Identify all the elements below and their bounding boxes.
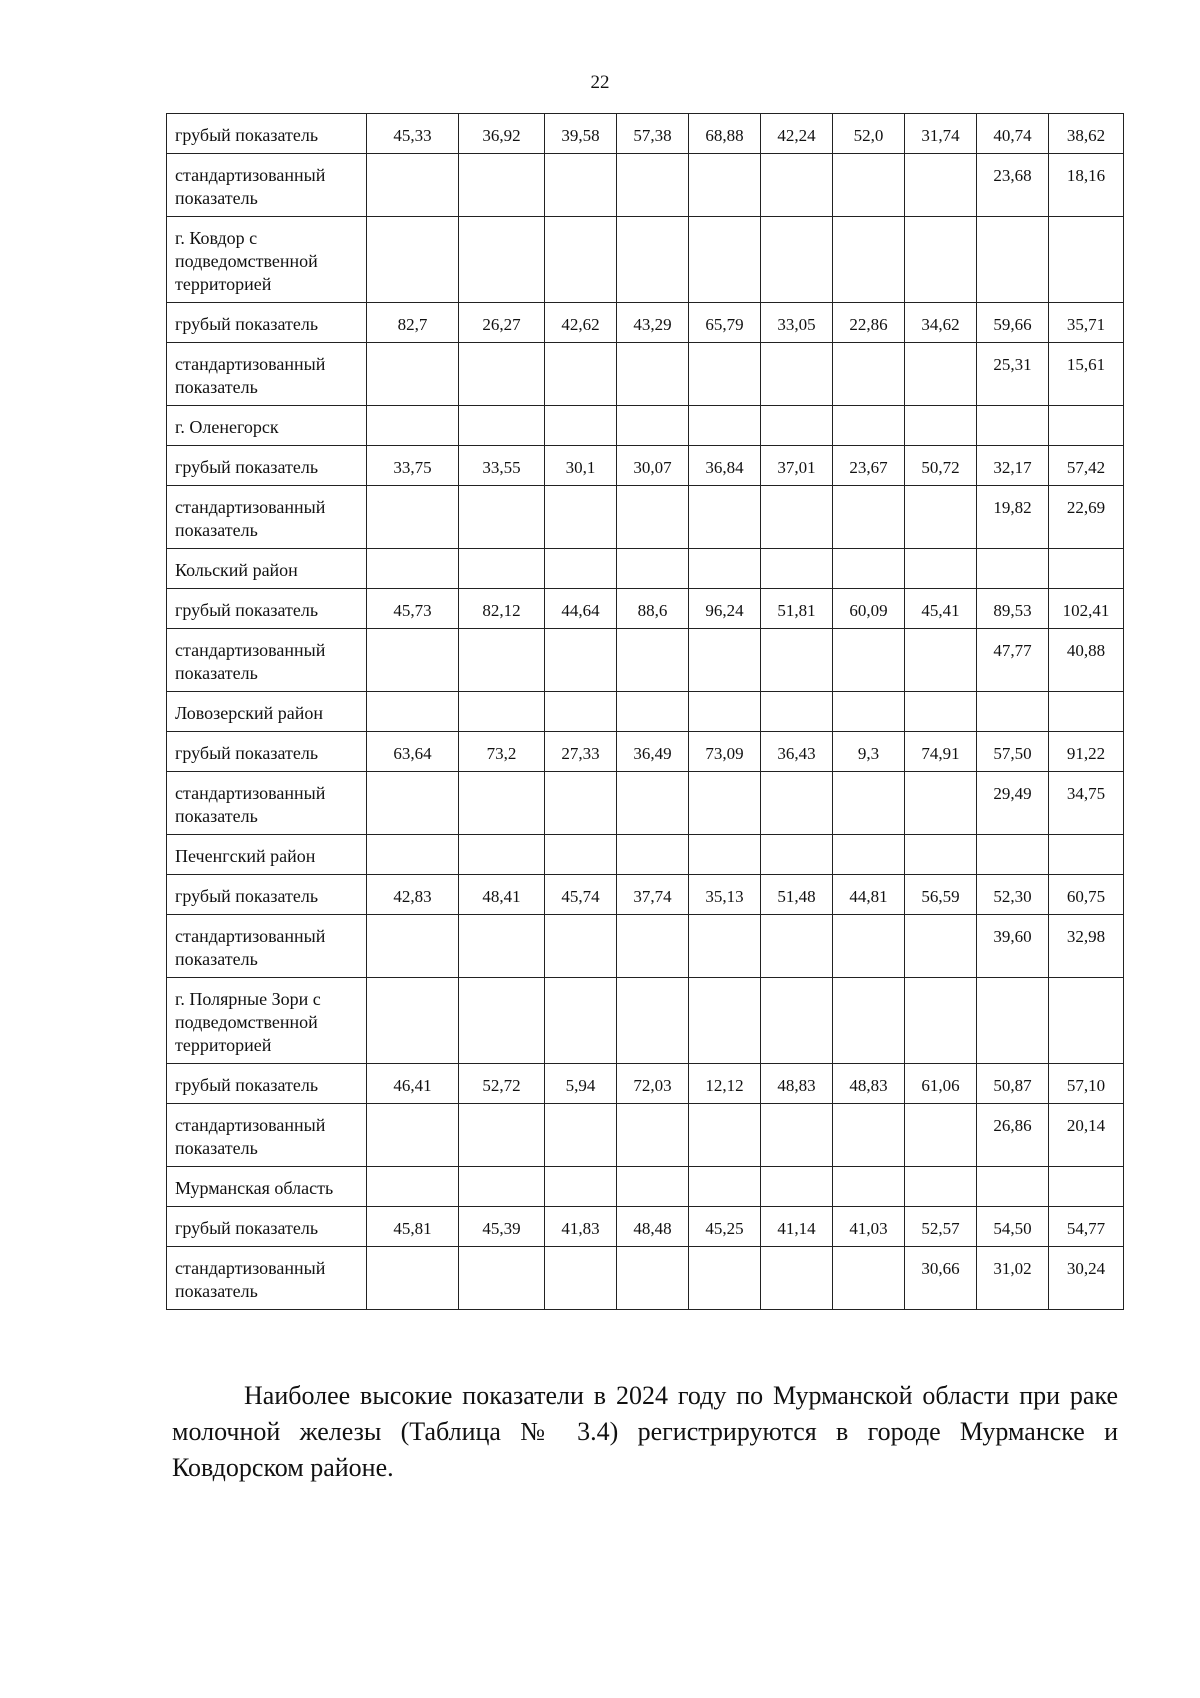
- row-label: стандартизованный показатель: [167, 154, 367, 217]
- table-row: [167, 343, 1124, 406]
- table-cell: [617, 154, 689, 217]
- table-cell: [761, 978, 833, 1064]
- table-cell: 15,61: [1049, 343, 1124, 406]
- table-cell: [761, 217, 833, 303]
- table-cell: 52,0: [833, 114, 905, 154]
- row-label: грубый показатель: [167, 114, 367, 154]
- table-row: [167, 406, 1124, 446]
- table-cell: 51,48: [761, 875, 833, 915]
- table-cell: 50,87: [977, 1064, 1049, 1104]
- table-cell: 32,98: [1049, 915, 1124, 978]
- table-cell: 39,58: [545, 114, 617, 154]
- table-cell: [617, 629, 689, 692]
- row-label: Кольский район: [167, 549, 367, 589]
- table-cell: [459, 486, 545, 549]
- table-cell: 52,30: [977, 875, 1049, 915]
- table-cell: 30,07: [617, 446, 689, 486]
- table-cell: [617, 1247, 689, 1310]
- table-cell: [761, 343, 833, 406]
- row-label: г. Ковдор с подведомственной территорией: [167, 217, 367, 303]
- table-cell: 30,24: [1049, 1247, 1124, 1310]
- table-cell: [459, 406, 545, 446]
- table-cell: [833, 692, 905, 732]
- table-cell: [459, 835, 545, 875]
- table-cell: 82,7: [367, 303, 459, 343]
- table-cell: [905, 692, 977, 732]
- table-cell: [761, 772, 833, 835]
- table-cell: 26,86: [977, 1104, 1049, 1167]
- table-cell: [367, 343, 459, 406]
- table-cell: [1049, 406, 1124, 446]
- table-cell: 88,6: [617, 589, 689, 629]
- table-cell: 33,05: [761, 303, 833, 343]
- table-cell: 54,77: [1049, 1207, 1124, 1247]
- table-cell: 42,62: [545, 303, 617, 343]
- table-cell: [617, 486, 689, 549]
- table-cell: [617, 772, 689, 835]
- table-cell: 25,31: [977, 343, 1049, 406]
- table-cell: [689, 772, 761, 835]
- table-cell: [905, 835, 977, 875]
- table-cell: 38,62: [1049, 114, 1124, 154]
- table-cell: [689, 549, 761, 589]
- table-cell: 31,02: [977, 1247, 1049, 1310]
- table-cell: [367, 915, 459, 978]
- table-cell: 45,25: [689, 1207, 761, 1247]
- table-cell: [977, 978, 1049, 1064]
- table-cell: [545, 772, 617, 835]
- table-cell: [459, 978, 545, 1064]
- table-row: [167, 1247, 1124, 1310]
- table-cell: [459, 692, 545, 732]
- table-cell: 33,55: [459, 446, 545, 486]
- table-cell: [689, 629, 761, 692]
- table-cell: [689, 406, 761, 446]
- table-cell: [367, 629, 459, 692]
- table-cell: [689, 1247, 761, 1310]
- table-cell: 40,74: [977, 114, 1049, 154]
- table-row: [167, 589, 1124, 629]
- table-cell: [545, 692, 617, 732]
- table-cell: [833, 629, 905, 692]
- table-cell: [689, 692, 761, 732]
- table-cell: 57,50: [977, 732, 1049, 772]
- table-cell: 46,41: [367, 1064, 459, 1104]
- table-cell: [459, 629, 545, 692]
- table-cell: 68,88: [689, 114, 761, 154]
- table-cell: 89,53: [977, 589, 1049, 629]
- table-cell: [1049, 978, 1124, 1064]
- table-row: [167, 629, 1124, 692]
- table-cell: [617, 549, 689, 589]
- table-row: [167, 1064, 1124, 1104]
- table-cell: [545, 915, 617, 978]
- table-cell: 36,84: [689, 446, 761, 486]
- table-cell: [833, 978, 905, 1064]
- table-cell: [367, 835, 459, 875]
- table-cell: [905, 915, 977, 978]
- table-cell: [1049, 217, 1124, 303]
- table-cell: 33,75: [367, 446, 459, 486]
- table-cell: [977, 1167, 1049, 1207]
- table-cell: [367, 978, 459, 1064]
- table-cell: [459, 1104, 545, 1167]
- page-number: 22: [590, 72, 610, 93]
- table-cell: [761, 1104, 833, 1167]
- table-cell: [459, 772, 545, 835]
- table-cell: [761, 835, 833, 875]
- table-cell: [833, 343, 905, 406]
- table-cell: [689, 978, 761, 1064]
- table-cell: [905, 486, 977, 549]
- table-row: [167, 154, 1124, 217]
- row-label: г. Полярные Зори с подведомственной территорией: [167, 978, 367, 1064]
- incidence-table: [166, 113, 1124, 1310]
- table-cell: [761, 154, 833, 217]
- row-label: Печенгский район: [167, 835, 367, 875]
- table-cell: [617, 343, 689, 406]
- table-cell: 59,66: [977, 303, 1049, 343]
- table-cell: 45,73: [367, 589, 459, 629]
- table-cell: [977, 406, 1049, 446]
- table-cell: [689, 486, 761, 549]
- table-cell: [761, 629, 833, 692]
- table-cell: [545, 835, 617, 875]
- table-cell: 48,48: [617, 1207, 689, 1247]
- table-cell: [545, 217, 617, 303]
- row-label: грубый показатель: [167, 446, 367, 486]
- table-cell: 29,49: [977, 772, 1049, 835]
- row-label: стандартизованный показатель: [167, 772, 367, 835]
- table-cell: 37,74: [617, 875, 689, 915]
- table-cell: 31,74: [905, 114, 977, 154]
- table-cell: 27,33: [545, 732, 617, 772]
- table-cell: [1049, 692, 1124, 732]
- table-cell: [905, 154, 977, 217]
- table-cell: 42,83: [367, 875, 459, 915]
- table-cell: [833, 772, 905, 835]
- table-cell: [905, 549, 977, 589]
- table-cell: 30,66: [905, 1247, 977, 1310]
- table-row: [167, 692, 1124, 732]
- row-label: г. Оленегорск: [167, 406, 367, 446]
- table-row: [167, 486, 1124, 549]
- table-cell: [1049, 549, 1124, 589]
- row-label: грубый показатель: [167, 732, 367, 772]
- table-cell: [545, 978, 617, 1064]
- table-cell: 45,81: [367, 1207, 459, 1247]
- table-cell: [617, 217, 689, 303]
- table-cell: [367, 406, 459, 446]
- table-row: [167, 549, 1124, 589]
- table-row: [167, 1104, 1124, 1167]
- table-cell: [761, 486, 833, 549]
- table-cell: 34,75: [1049, 772, 1124, 835]
- table-cell: 36,43: [761, 732, 833, 772]
- row-label: грубый показатель: [167, 1207, 367, 1247]
- table-cell: 41,03: [833, 1207, 905, 1247]
- table-cell: 48,83: [761, 1064, 833, 1104]
- table-cell: [459, 343, 545, 406]
- table-cell: 72,03: [617, 1064, 689, 1104]
- table-cell: [977, 217, 1049, 303]
- table-cell: [617, 1104, 689, 1167]
- table-cell: [689, 835, 761, 875]
- table-cell: [367, 154, 459, 217]
- table-cell: [833, 217, 905, 303]
- table-cell: 45,74: [545, 875, 617, 915]
- table-cell: [977, 549, 1049, 589]
- table-row: [167, 114, 1124, 154]
- row-label: стандартизованный показатель: [167, 343, 367, 406]
- table-cell: [545, 1167, 617, 1207]
- table-cell: [367, 1104, 459, 1167]
- table-cell: 20,14: [1049, 1104, 1124, 1167]
- table-cell: [761, 692, 833, 732]
- table-cell: [905, 772, 977, 835]
- table-cell: [977, 692, 1049, 732]
- table-cell: 63,64: [367, 732, 459, 772]
- row-label: Мурманская область: [167, 1167, 367, 1207]
- row-label: грубый показатель: [167, 875, 367, 915]
- table-cell: 43,29: [617, 303, 689, 343]
- table-cell: 19,82: [977, 486, 1049, 549]
- table-cell: 35,71: [1049, 303, 1124, 343]
- table-cell: [459, 1167, 545, 1207]
- table-cell: [905, 343, 977, 406]
- table-cell: [545, 1247, 617, 1310]
- row-label: грубый показатель: [167, 589, 367, 629]
- table-cell: 61,06: [905, 1064, 977, 1104]
- table-cell: 52,72: [459, 1064, 545, 1104]
- table-cell: [545, 486, 617, 549]
- table-cell: 52,57: [905, 1207, 977, 1247]
- table-cell: [459, 549, 545, 589]
- table-cell: 50,72: [905, 446, 977, 486]
- table-cell: [459, 217, 545, 303]
- table-cell: [617, 1167, 689, 1207]
- table-cell: [1049, 835, 1124, 875]
- table-cell: 57,10: [1049, 1064, 1124, 1104]
- table-cell: [905, 1167, 977, 1207]
- table-cell: 57,42: [1049, 446, 1124, 486]
- row-label: стандартизованный показатель: [167, 1247, 367, 1310]
- table-cell: 60,09: [833, 589, 905, 629]
- table-cell: 45,33: [367, 114, 459, 154]
- table-cell: [617, 406, 689, 446]
- table-cell: 73,09: [689, 732, 761, 772]
- table-cell: [833, 406, 905, 446]
- table-cell: [761, 1167, 833, 1207]
- table-cell: 41,14: [761, 1207, 833, 1247]
- table-cell: [689, 1104, 761, 1167]
- table-cell: 60,75: [1049, 875, 1124, 915]
- table-cell: [545, 629, 617, 692]
- table-cell: 44,81: [833, 875, 905, 915]
- table-cell: 73,2: [459, 732, 545, 772]
- table-cell: 54,50: [977, 1207, 1049, 1247]
- table-cell: [977, 835, 1049, 875]
- table-cell: [689, 343, 761, 406]
- table-cell: [367, 1167, 459, 1207]
- table-cell: 51,81: [761, 589, 833, 629]
- table-cell: 44,64: [545, 589, 617, 629]
- table-cell: 34,62: [905, 303, 977, 343]
- table-cell: [617, 915, 689, 978]
- table-cell: 18,16: [1049, 154, 1124, 217]
- table-cell: [459, 1247, 545, 1310]
- table-cell: 30,1: [545, 446, 617, 486]
- table-cell: [833, 154, 905, 217]
- table-cell: 40,88: [1049, 629, 1124, 692]
- table-cell: [905, 629, 977, 692]
- table-cell: [1049, 1167, 1124, 1207]
- table-cell: [545, 154, 617, 217]
- table-cell: 37,01: [761, 446, 833, 486]
- table-cell: 36,92: [459, 114, 545, 154]
- table-cell: 23,67: [833, 446, 905, 486]
- table-row: [167, 1167, 1124, 1207]
- table-cell: [761, 1247, 833, 1310]
- table-cell: 39,60: [977, 915, 1049, 978]
- table-body: [167, 114, 1124, 1310]
- table-cell: 32,17: [977, 446, 1049, 486]
- row-label: стандартизованный показатель: [167, 1104, 367, 1167]
- table-cell: 26,27: [459, 303, 545, 343]
- table-cell: 5,94: [545, 1064, 617, 1104]
- table-cell: 74,91: [905, 732, 977, 772]
- table-cell: [833, 549, 905, 589]
- table-cell: 9,3: [833, 732, 905, 772]
- table-cell: 42,24: [761, 114, 833, 154]
- table-row: [167, 303, 1124, 343]
- table-cell: [617, 978, 689, 1064]
- table-cell: [833, 1247, 905, 1310]
- table-cell: 41,83: [545, 1207, 617, 1247]
- row-label: стандартизованный показатель: [167, 915, 367, 978]
- table-row: [167, 446, 1124, 486]
- table-cell: [367, 549, 459, 589]
- table-cell: [761, 406, 833, 446]
- table-cell: [367, 486, 459, 549]
- table-row: [167, 1207, 1124, 1247]
- table-cell: 36,49: [617, 732, 689, 772]
- table-cell: [833, 486, 905, 549]
- row-label: грубый показатель: [167, 1064, 367, 1104]
- table-cell: [545, 549, 617, 589]
- table-cell: [905, 978, 977, 1064]
- table-cell: 56,59: [905, 875, 977, 915]
- table-cell: [367, 1247, 459, 1310]
- table-cell: [833, 915, 905, 978]
- table-cell: 35,13: [689, 875, 761, 915]
- table-cell: 45,41: [905, 589, 977, 629]
- table-row: [167, 217, 1124, 303]
- table-cell: [905, 406, 977, 446]
- table-row: [167, 978, 1124, 1064]
- table-cell: 102,41: [1049, 589, 1124, 629]
- row-label: стандартизованный показатель: [167, 629, 367, 692]
- row-label: стандартизованный показатель: [167, 486, 367, 549]
- table-cell: [689, 915, 761, 978]
- table-cell: 23,68: [977, 154, 1049, 217]
- table-row: [167, 772, 1124, 835]
- table-cell: [617, 835, 689, 875]
- table-cell: [459, 154, 545, 217]
- table-cell: 57,38: [617, 114, 689, 154]
- table-cell: [367, 217, 459, 303]
- table-cell: [459, 915, 545, 978]
- table-cell: 48,83: [833, 1064, 905, 1104]
- table-cell: [545, 406, 617, 446]
- table-cell: [689, 154, 761, 217]
- table-cell: [689, 1167, 761, 1207]
- table-row: [167, 875, 1124, 915]
- table-cell: [833, 1104, 905, 1167]
- table-cell: [545, 343, 617, 406]
- table-cell: 45,39: [459, 1207, 545, 1247]
- table-row: [167, 835, 1124, 875]
- table-cell: [833, 835, 905, 875]
- table-cell: [761, 915, 833, 978]
- table-cell: [367, 692, 459, 732]
- table-cell: [689, 217, 761, 303]
- table-cell: 96,24: [689, 589, 761, 629]
- table-cell: [905, 1104, 977, 1167]
- table-cell: 91,22: [1049, 732, 1124, 772]
- table-cell: [545, 1104, 617, 1167]
- table-cell: 65,79: [689, 303, 761, 343]
- table-cell: 22,86: [833, 303, 905, 343]
- row-label: грубый показатель: [167, 303, 367, 343]
- table-row: [167, 732, 1124, 772]
- table-cell: 12,12: [689, 1064, 761, 1104]
- table-row: [167, 915, 1124, 978]
- body-paragraph: Наиболее высокие показатели в 2024 году по Мурманской области при раке молочной железы (Таблица № 3.4) регистрируются в городе Мурманске и Ковдорском районе.: [172, 1381, 1118, 1482]
- row-label: Ловозерский район: [167, 692, 367, 732]
- table-cell: [761, 549, 833, 589]
- table-cell: 47,77: [977, 629, 1049, 692]
- table-cell: [367, 772, 459, 835]
- table-cell: 48,41: [459, 875, 545, 915]
- table-cell: 82,12: [459, 589, 545, 629]
- table-cell: 22,69: [1049, 486, 1124, 549]
- table-cell: [905, 217, 977, 303]
- table-cell: [617, 692, 689, 732]
- table-cell: [833, 1167, 905, 1207]
